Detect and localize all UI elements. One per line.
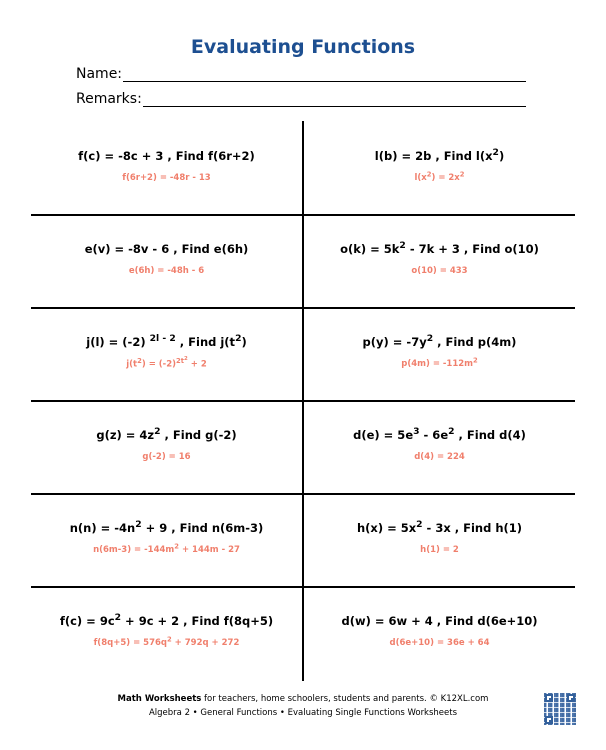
problem-question: $o(k) = 5k^2 - 7k + 3$ , Find o(10): [340, 239, 539, 256]
problem-cell-10: [304, 493, 575, 586]
problem-answer: $l(x^2) = 2x^2$: [414, 170, 465, 183]
footer-breadcrumb: Algebra 2 • General Functions • Evaluating Single Functions Worksheets: [148, 708, 458, 718]
problem-answer: f(6r+2) = -48r - 13: [122, 173, 211, 183]
footer-tagline: for teachers, home schoolers, students and parents. © K12XL.com: [201, 694, 489, 704]
problem-answer: h(1) = 2: [420, 545, 459, 555]
problem-question: l(b) = 2b , Find $l(x^2)$: [374, 146, 505, 163]
problem-question: $h(x) = 5x^2 - 3x$ , Find h(1): [356, 518, 523, 535]
problem-cell-8: [304, 400, 575, 493]
problem-question: $g(z) = 4z^2$ , Find g(-2): [96, 425, 237, 442]
problem-answer: $f(8q+5) = 576q^2 + 792q + 272$: [93, 635, 240, 648]
remarks-field[interactable]: [76, 91, 526, 107]
problem-question: $d(e) = 5e^3 - 6e^2$ , Find d(4): [353, 425, 526, 442]
remarks-line[interactable]: [143, 92, 526, 107]
remarks-label: Remarks:: [76, 91, 142, 107]
problem-cell-2: [304, 121, 575, 214]
problem-question: j(l) = (-2) $^{2l - 2}$ , Find $j(t^2)$: [86, 332, 247, 349]
problem-question: d(w) = 6w + 4 , Find d(6e+10): [341, 614, 538, 628]
qr-finder-pattern: [567, 694, 575, 702]
problem-cell-6: [304, 307, 575, 400]
name-label: Name:: [76, 66, 123, 82]
worksheet-title: Evaluating Functions: [190, 36, 416, 58]
problem-cell-3: [31, 214, 302, 307]
problem-answer: $j(t^2) = (-2)^{2t^2} + 2$: [126, 356, 207, 370]
problem-question: $n(n) = -4n^2 + 9$ , Find n(6m-3): [69, 518, 264, 535]
problem-grid: [31, 121, 575, 681]
problem-cell-5: [31, 307, 302, 400]
footer-credit: [0, 694, 606, 704]
problem-question: e(v) = -8v - 6 , Find e(6h): [84, 242, 249, 256]
problem-cell-11: [31, 586, 302, 679]
problem-cell-1: [31, 121, 302, 214]
problem-answer: e(6h) = -48h - 6: [128, 266, 205, 276]
problem-cell-9: [31, 493, 302, 586]
problem-question: $f(c) = 9c^2 + 9c + 2$ , Find f(8q+5): [59, 611, 274, 628]
problem-answer: o(10) = 433: [411, 266, 468, 276]
problem-answer: d(4) = 224: [414, 452, 465, 462]
qr-finder-pattern: [545, 694, 553, 702]
problem-answer: d(6e+10) = 36e + 64: [389, 638, 490, 648]
problem-cell-7: [31, 400, 302, 493]
problem-question: $p(y) = -7y^2$ , Find p(4m): [362, 332, 517, 349]
problem-answer: $n(6m-3) = -144m^2 + 144m - 27$: [93, 542, 240, 555]
problem-cell-4: [304, 214, 575, 307]
qr-code-icon[interactable]: [544, 693, 576, 725]
qr-finder-pattern: [545, 716, 553, 724]
footer-brand-link[interactable]: Math Worksheets: [117, 694, 202, 704]
problem-cell-12: [304, 586, 575, 679]
name-field[interactable]: [76, 66, 526, 82]
problem-question: f(c) = -8c + 3 , Find f(6r+2): [78, 149, 255, 163]
problem-answer: g(-2) = 16: [142, 452, 191, 462]
problem-answer: $p(4m) = -112m^2$: [401, 356, 478, 369]
name-line[interactable]: [123, 67, 526, 82]
